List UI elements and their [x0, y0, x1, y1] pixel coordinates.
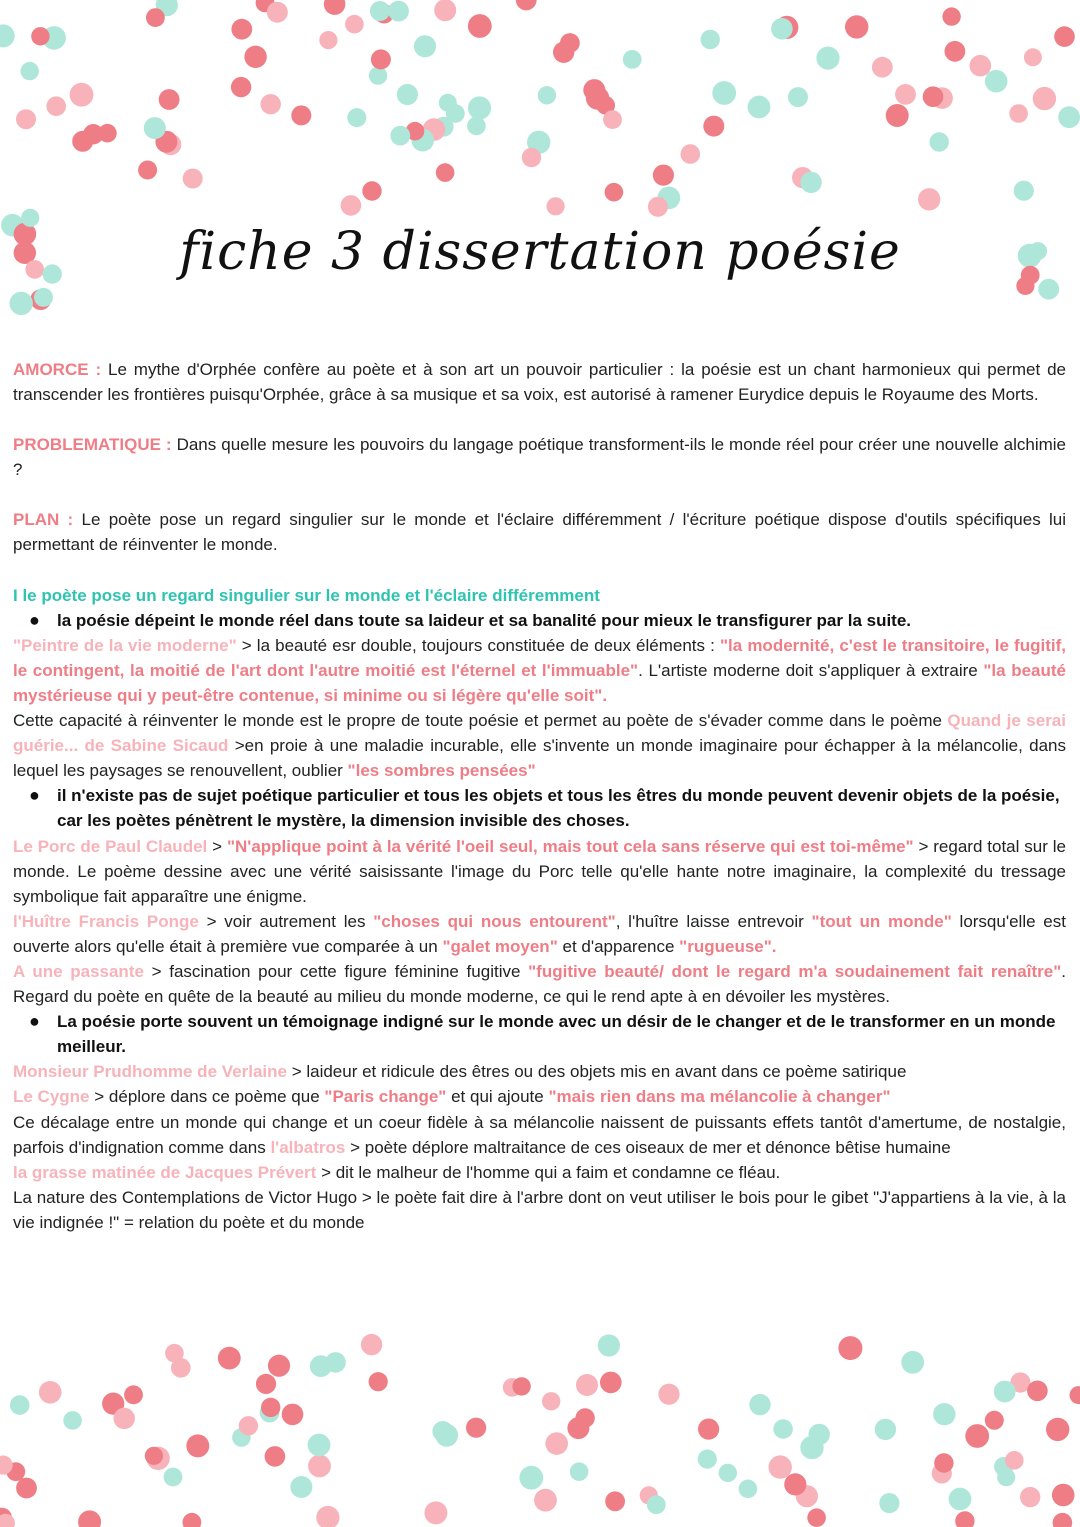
decorative-dot	[388, 1, 409, 22]
decorative-dot	[70, 83, 94, 107]
decorative-dot	[965, 1424, 989, 1448]
decorative-dot	[374, 4, 393, 23]
decorative-dot	[576, 1374, 598, 1396]
paragraph-cygne	[13, 1084, 1066, 1109]
paragraph-sicaud	[13, 708, 1066, 783]
decorative-dot	[1005, 1451, 1024, 1470]
decorative-dot	[538, 86, 556, 104]
decorative-dot	[6, 1462, 25, 1481]
quote: "tout un monde"	[811, 911, 952, 931]
decorative-dot	[434, 0, 456, 21]
decorative-dot	[1070, 1386, 1080, 1404]
decorative-dot	[0, 1508, 12, 1527]
decorative-dot	[406, 122, 425, 141]
decorative-dot	[423, 118, 446, 141]
decorative-dot	[42, 26, 66, 50]
decorative-dot	[570, 1462, 589, 1481]
decorative-dot	[146, 1447, 169, 1470]
decorative-dot	[527, 131, 550, 154]
decorative-dot	[183, 169, 203, 189]
decorative-dot	[308, 1455, 331, 1478]
decorative-dot	[361, 1334, 382, 1355]
text-run: > laideur et ridicule des êtres ou des objets mis en avant dans ce poème satirique	[286, 1062, 907, 1082]
decorative-dot	[739, 1480, 758, 1499]
bullet-point	[13, 608, 1066, 633]
decorative-dot	[291, 105, 311, 125]
decorative-dot	[605, 1491, 625, 1511]
quote: "fugitive beauté/ dont le regard m'a soudainement fait renaître"	[528, 961, 1062, 981]
decorative-dot	[816, 47, 839, 70]
decorative-dot	[165, 1344, 184, 1363]
text-run: > fascination pour cette figure féminine fugitive	[143, 961, 529, 981]
decorative-dot	[553, 42, 574, 63]
decorative-dot	[164, 1468, 183, 1487]
decorative-dot	[845, 15, 868, 38]
text-run: . L'artiste moderne doit s'appliquer à extraire	[638, 660, 984, 680]
decorative-dot	[1027, 1381, 1048, 1402]
text-run: , l'huître laisse entrevoir	[615, 911, 812, 931]
decorative-dot	[596, 96, 615, 115]
quote: "mais rien dans ma mélancolie à changer"	[548, 1087, 891, 1107]
amorce-paragraph	[13, 357, 1066, 407]
decorative-dot	[159, 89, 180, 110]
decorative-dot	[10, 292, 33, 315]
decorative-dot	[98, 124, 117, 143]
decorative-dot	[345, 15, 364, 34]
decorative-dot	[16, 109, 36, 129]
decorative-dot	[545, 1432, 568, 1455]
decorative-dot	[586, 86, 609, 109]
decorative-dot	[748, 96, 771, 119]
bullet-text: il n'existe pas de sujet poétique particulier et tous les objets et tous les êtres du monde peuvent devenir objets de la poésie, car les poètes pénètrent le mystère, la dimension invisible des choses.	[57, 786, 1060, 831]
work-reference: l'Huître Francis Ponge	[13, 911, 199, 931]
work-reference: A une passante	[13, 961, 144, 981]
decorative-dot	[712, 81, 736, 105]
bullet-icon: ●	[29, 785, 40, 806]
bullet-icon: ●	[29, 1011, 40, 1032]
decorative-dot	[72, 131, 93, 152]
decorative-dot	[1058, 106, 1080, 128]
decorative-dot	[970, 55, 992, 77]
decorative-dot	[997, 1468, 1015, 1486]
text-run: lorsqu'elle est ouverte alors qu'elle était à première vue comparée à un	[13, 911, 1066, 956]
decorative-dot	[83, 124, 103, 144]
decorative-dot	[807, 1508, 826, 1527]
decorative-dot	[838, 1336, 862, 1360]
work-reference: Monsieur Prudhomme de Verlaine	[13, 1062, 287, 1082]
decorative-dot	[434, 117, 454, 137]
decorative-dot	[701, 30, 720, 49]
work-reference: l'albatros	[270, 1137, 346, 1157]
decorative-dot	[319, 31, 337, 49]
problematique-paragraph	[13, 432, 1066, 482]
quote: "N'applique point à la vérité l'oeil seul, mais tout cela sans réserve qui est toi-même"	[226, 836, 914, 856]
decorative-dot	[796, 1485, 818, 1507]
text-run: > dit le malheur de l'homme qui a faim et condamne ce fléau.	[316, 1162, 781, 1182]
text-run: La nature des Contemplations de Victor Hugo > le poète fait dire à l'arbre dont on veut utiliser le bois pour le gibet "J'appartiens à la vie, à la vie indignée !" = relation du poète et du monde	[13, 1187, 1066, 1232]
problematique-label: PROBLEMATIQUE :	[13, 435, 172, 455]
decorative-dot	[600, 1372, 622, 1394]
decorative-dot	[1052, 1484, 1075, 1507]
decorative-dot	[994, 1457, 1013, 1476]
paragraph-prevert	[13, 1160, 1066, 1185]
decorative-dot	[468, 14, 492, 38]
decorative-dot	[347, 108, 366, 127]
decorative-dot	[930, 132, 949, 151]
decorative-dot	[371, 49, 391, 69]
paragraph-peintre	[13, 633, 1066, 708]
decorative-dot	[268, 1355, 290, 1377]
decorative-dot	[21, 62, 39, 80]
decorative-dot	[232, 1428, 251, 1447]
plan-text: Le poète pose un regard singulier sur le monde et l'éclaire différemment / l'écriture poétique dispose d'outils spécifiques lui permettant de réinventer le monde.	[13, 510, 1066, 555]
decorative-dot	[436, 163, 455, 182]
decorative-dot	[800, 1436, 823, 1459]
amorce-label: AMORCE :	[13, 360, 102, 379]
decorative-dot	[994, 1381, 1016, 1403]
decorative-dot	[560, 33, 580, 53]
decorative-dot	[34, 288, 53, 307]
decorative-dot	[244, 46, 266, 68]
quote: "Paris change"	[324, 1087, 447, 1107]
bullet-point	[13, 783, 1066, 833]
decorative-dot	[923, 86, 944, 107]
decorative-dot	[267, 2, 288, 23]
quote: "la beauté mystérieuse qui y peut-être contenue, si minime ou si légère qu'elle soit".	[13, 660, 1066, 705]
decorative-dot	[466, 1418, 486, 1438]
decorative-dot	[698, 1450, 717, 1469]
decorative-dot	[282, 1404, 304, 1426]
paragraph-albatros	[13, 1110, 1066, 1160]
text-run: > poète déplore maltraitance de ces oiseaux de mer et dénonce bêtise humaine	[345, 1137, 951, 1157]
decorative-dot	[261, 1398, 280, 1417]
quote: "la modernité, c'est le transitoire, le fugitif, le contingent, la moitié de l'art dont l'autre moitié est l'éternel et l'immuable"	[13, 635, 1066, 680]
bullet-text: la poésie dépeint le monde réel dans toute sa laideur et sa banalité pour mieux le transfigurer par la suite.	[57, 610, 912, 630]
decorative-dot	[160, 134, 181, 155]
decorative-dot	[516, 0, 537, 10]
decorative-dot	[370, 1, 390, 21]
decorative-dot	[605, 183, 624, 202]
problematique-text: Dans quelle mesure les pouvoirs du langage poétique transforment-ils le monde réel pour créer une nouvelle alchimie ?	[13, 435, 1066, 480]
text-run: > déplore dans ce poème que	[89, 1087, 325, 1107]
paragraph-ponge	[13, 909, 1066, 959]
decorative-dot	[256, 1374, 276, 1394]
decorative-dot	[218, 1347, 241, 1370]
decorative-dot	[324, 0, 346, 15]
decorative-dot	[114, 1408, 135, 1429]
decorative-dot	[231, 19, 252, 40]
decorative-dot	[39, 1381, 62, 1404]
decorative-dot	[467, 117, 486, 136]
bullet-point	[13, 1009, 1066, 1059]
decorative-dot	[256, 0, 275, 12]
decorative-dot	[432, 1421, 453, 1442]
decorative-dot	[0, 24, 15, 47]
decorative-dot	[719, 1464, 737, 1482]
decorative-dot	[308, 1434, 331, 1457]
bullet-icon: ●	[29, 609, 40, 630]
decorative-dot	[78, 1510, 101, 1527]
decorative-dot	[102, 1393, 124, 1415]
quote: "choses qui nous entourent"	[373, 911, 616, 931]
work-reference: la grasse matinée de Jacques Prévert	[13, 1162, 317, 1182]
paragraph-hugo	[13, 1185, 1066, 1235]
decorative-dot	[468, 96, 491, 119]
decorative-dot	[260, 1403, 280, 1423]
decorative-dot	[875, 1419, 896, 1440]
decorative-dot	[1033, 87, 1056, 110]
decorative-dot	[942, 7, 960, 25]
decorative-dot	[895, 84, 916, 105]
decorative-dot	[390, 126, 410, 146]
decorative-dot	[949, 1488, 972, 1511]
decorative-dot	[575, 1408, 594, 1427]
quote: "les sombres pensées"	[347, 761, 536, 781]
decorative-dot	[397, 84, 418, 105]
decorative-dot	[435, 1424, 458, 1447]
text-run: > la beauté esr double, toujours constituée de deux éléments :	[236, 635, 720, 655]
text-run: et qui ajoute	[446, 1087, 549, 1107]
decorative-dot	[985, 1411, 1004, 1430]
text-run: >	[207, 836, 227, 856]
decorative-dot	[63, 1411, 82, 1430]
decorative-dot	[603, 110, 622, 129]
decorative-dot	[658, 1384, 679, 1405]
decorative-dot	[809, 1424, 830, 1445]
decorative-dot	[567, 1417, 589, 1439]
decorative-dot	[46, 96, 66, 116]
decorative-dot	[703, 116, 724, 137]
decorative-dot	[310, 1355, 332, 1377]
decorative-dot	[1024, 48, 1042, 66]
decorative-dot	[512, 1377, 530, 1395]
decorative-dot	[879, 1493, 899, 1513]
decorative-dot	[325, 1352, 346, 1373]
decorative-dot	[657, 187, 680, 210]
decorative-dot	[362, 181, 381, 200]
paragraph-claudel	[13, 834, 1066, 909]
decorative-dot	[446, 104, 465, 123]
page-title: fiche 3 dissertation poésie	[179, 222, 901, 282]
text-run: . Regard du poète en quête de la beauté au milieu du monde moderne, ce qui le rend apte à en dévoiler les mystères.	[13, 961, 1066, 1007]
text-run: Cette capacité à réinventer le monde est le propre de toute poésie et permet au poète de s'évader comme dans le poème	[13, 711, 948, 731]
decorative-dot	[261, 94, 281, 114]
decorative-dot	[290, 1476, 312, 1498]
decorative-dot	[1010, 1372, 1030, 1392]
decorative-dot	[239, 1416, 258, 1435]
text-run: Ce décalage entre un monde qui change et un coeur fidèle à sa mélancolie naissent de puissants effets tantôt d'amertume, de nostalgie, parfois d'indignation comme dans	[13, 1112, 1066, 1157]
decorative-dot	[1014, 181, 1034, 201]
decorative-dot	[647, 1495, 666, 1514]
decorative-dot	[138, 161, 157, 180]
decorative-dot	[931, 87, 953, 109]
decorative-dot	[769, 1455, 792, 1478]
decorative-dot	[1020, 1487, 1040, 1507]
decorative-dot	[771, 18, 793, 40]
decorative-dot	[918, 188, 940, 210]
text-run: >en proie à une maladie incurable, elle s'invente un monde imaginaire pour échapper à la mélancolie, dans lequel les paysages se renouvellent, oublier	[13, 736, 1066, 781]
decorative-dot	[623, 50, 642, 69]
decorative-dot	[144, 117, 166, 139]
plan-paragraph	[13, 507, 1066, 557]
decorative-dot	[945, 41, 966, 62]
decorative-dot	[784, 1473, 806, 1495]
text-run: et d'apparence	[557, 936, 680, 956]
decorative-dot	[145, 1447, 163, 1465]
decorative-dot	[186, 1434, 209, 1457]
decorative-dot	[369, 1372, 388, 1391]
amorce-text: Le mythe d'Orphée confère au poète et à son art un pouvoir particulier : la poésie est un chant harmonieux qui permet de transcender les frontières puisqu'Orphée, grâce à sa musique et sa voix, est autorisé à ramener Eurydice depuis le Royaume des Morts.	[13, 360, 1066, 405]
decorative-dot	[265, 1446, 286, 1467]
decorative-dot	[598, 1334, 620, 1356]
decorative-dot	[1054, 26, 1075, 47]
decorative-dot	[519, 1466, 543, 1490]
decorative-dot	[932, 1463, 952, 1483]
decorative-dot	[171, 1358, 191, 1378]
decorative-dot	[583, 79, 605, 101]
decorative-dot	[369, 66, 387, 84]
decorative-dot	[901, 1351, 924, 1374]
decorative-dot	[30, 289, 51, 310]
decorative-dot	[31, 27, 49, 45]
decorative-dot	[886, 104, 909, 127]
decorative-dot	[955, 1511, 974, 1527]
decorative-dot	[872, 57, 893, 78]
work-reference: Le Porc de Paul Claudel	[13, 836, 208, 856]
decorative-dot	[698, 1419, 719, 1440]
quote: "galet moyen"	[442, 936, 558, 956]
work-reference: Le Cygne	[13, 1087, 90, 1107]
bullet-text: La poésie porte souvent un témoignage indigné sur le monde avec un désir de le changer et de le transformer en un monde meilleur.	[57, 1012, 1056, 1057]
decorative-dot	[749, 1394, 770, 1415]
text-run: > regard total sur le monde. Le poème dessine avec une vérité saisissante l'image du Porc telle qu'elle hante notre imaginaire, la complexité du tressage symbolique fait apparaître une énigme.	[13, 836, 1066, 906]
decorative-dot	[681, 144, 701, 164]
decorative-dot	[183, 1513, 202, 1527]
decorative-dot	[653, 165, 674, 186]
decorative-dot	[775, 16, 798, 39]
decorative-dot	[424, 1501, 447, 1524]
decorative-dot	[0, 1514, 15, 1527]
decorative-dot	[16, 1478, 37, 1499]
decorative-dot	[933, 1403, 955, 1425]
decorative-dot	[155, 131, 177, 153]
decorative-dot	[10, 1395, 30, 1415]
decorative-dot	[648, 197, 668, 217]
decorative-dot	[124, 1385, 143, 1404]
decorative-dot	[934, 1453, 953, 1472]
decorative-dot	[985, 70, 1008, 93]
paragraph-verlaine	[13, 1059, 1066, 1084]
decorative-dot	[316, 1506, 339, 1527]
decorative-dot	[503, 1378, 522, 1397]
decorative-dot	[156, 0, 178, 16]
section-heading: I le poète pose un regard singulier sur le monde et l'éclaire différemment	[13, 585, 600, 605]
paragraph-passante	[13, 959, 1066, 1009]
decorative-dot	[1046, 1418, 1069, 1441]
work-reference: "Peintre de la vie moderne"	[13, 635, 237, 655]
decorative-dot	[542, 1392, 560, 1410]
decorative-dot	[411, 129, 434, 152]
decorative-dot	[1009, 104, 1028, 123]
decorative-dot	[522, 148, 541, 167]
decorative-dot	[146, 8, 165, 27]
decorative-dot	[341, 195, 362, 216]
decorative-dot	[439, 94, 457, 112]
decorative-dot	[800, 172, 821, 193]
decorative-dot	[414, 35, 436, 57]
decorative-dot	[792, 167, 813, 188]
decorative-dot	[640, 1486, 658, 1504]
decorative-dot	[534, 1489, 557, 1512]
decorative-dot	[231, 77, 251, 97]
decorative-dot	[773, 1419, 793, 1439]
text-run: > voir autrement les	[198, 911, 374, 931]
decorative-dot	[788, 87, 808, 107]
decorative-dot	[1053, 1513, 1073, 1527]
plan-label: PLAN :	[13, 510, 74, 530]
quote: "rugueuse".	[679, 936, 777, 956]
decorative-dot	[547, 197, 565, 215]
work-reference: Quand je serai guérie... de Sabine Sicaud	[13, 711, 1066, 756]
decorative-dot	[0, 1456, 13, 1475]
document-body	[13, 357, 1066, 1235]
